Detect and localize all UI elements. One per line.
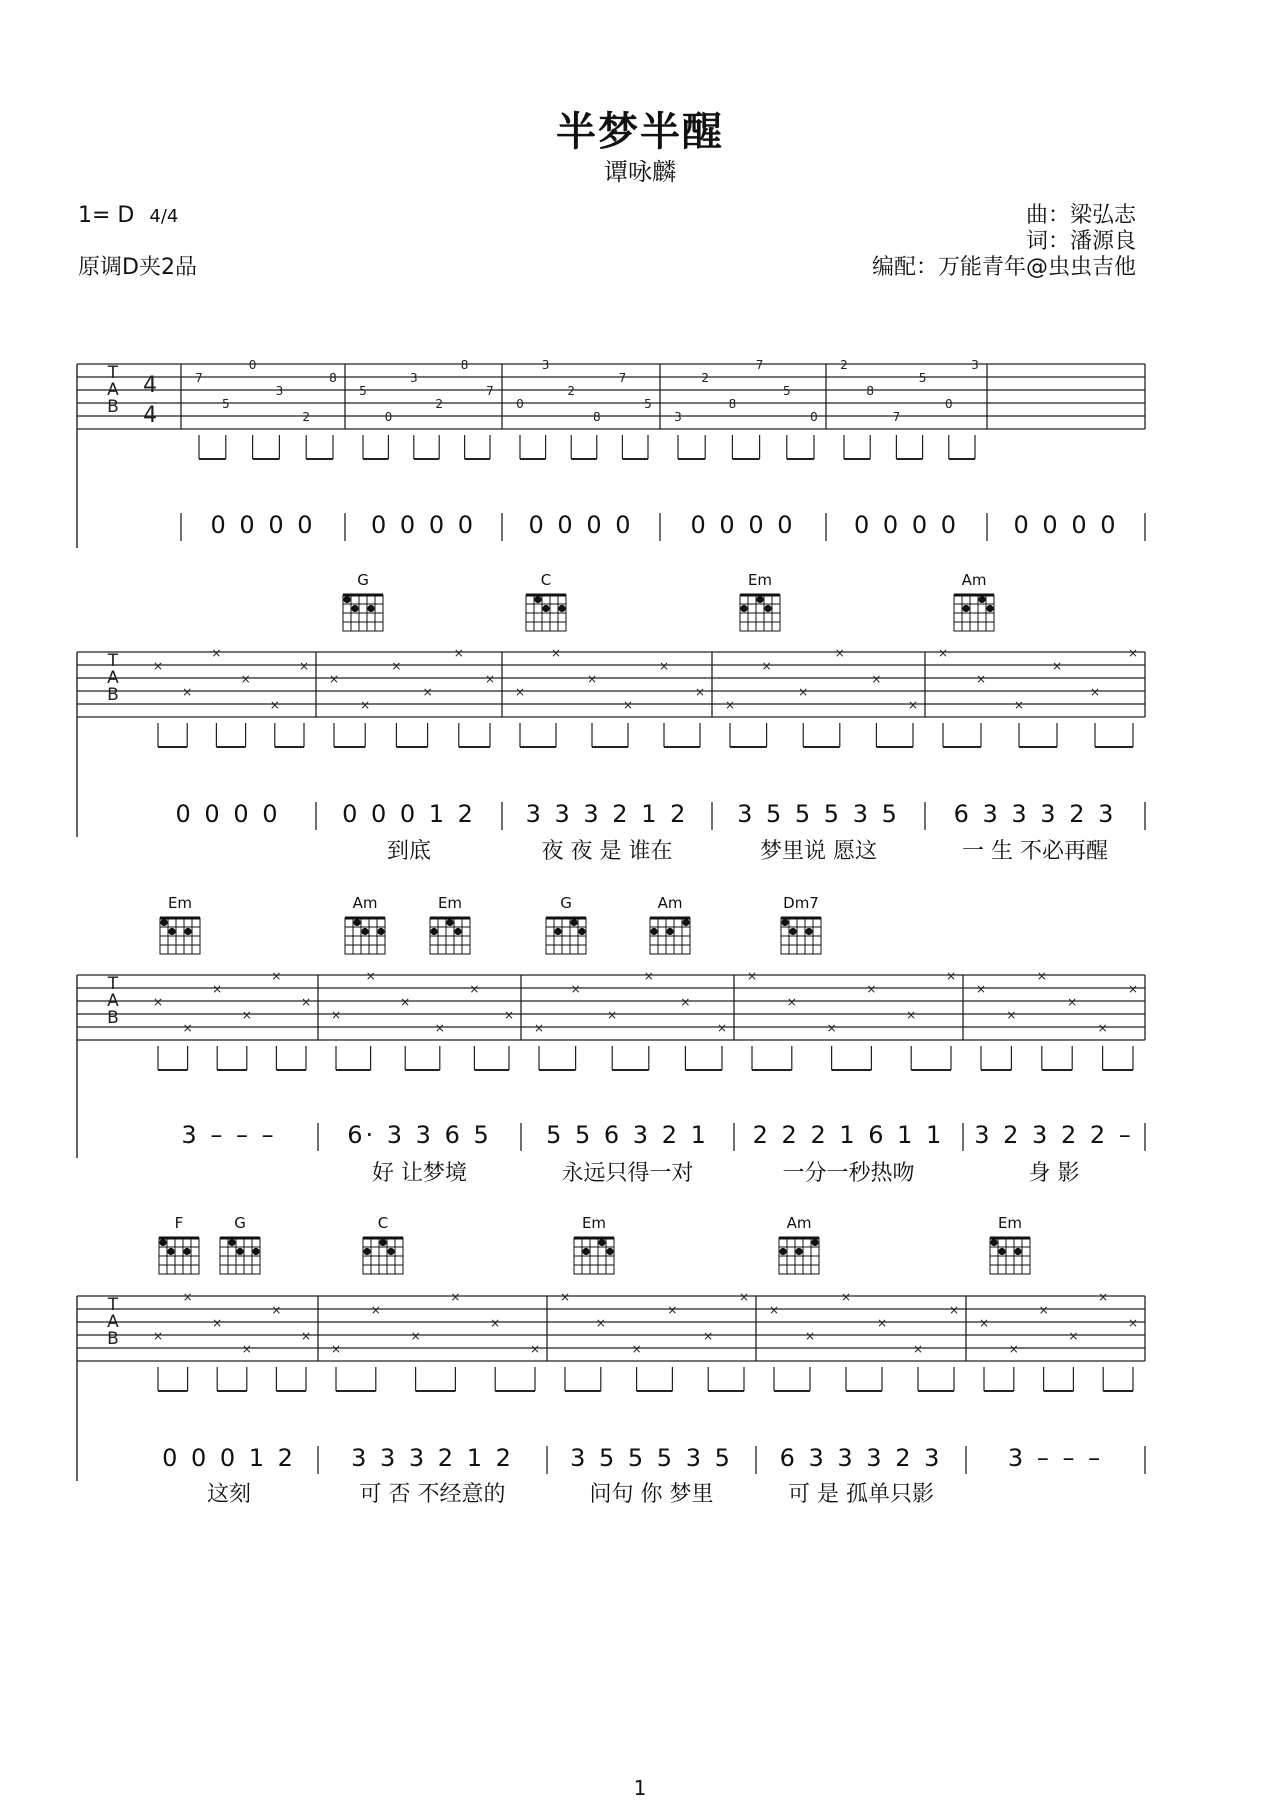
jianpu-measure-notes: 6· 3 3 6 5 xyxy=(347,1121,492,1149)
tab-fret-mark: 5 xyxy=(221,397,230,411)
tab-clef-letter: A xyxy=(107,668,119,688)
tab-fret-mark: 2 xyxy=(567,384,576,398)
tab-fret-mark: × xyxy=(948,1303,960,1317)
tab-fret-mark: × xyxy=(182,1290,193,1304)
tab-fret-mark: × xyxy=(586,672,598,686)
tab-fret-mark: × xyxy=(152,659,164,673)
tab-fret-mark: 2 xyxy=(302,410,311,424)
tab-fret-mark: × xyxy=(240,672,251,686)
chord-name: C xyxy=(540,571,552,589)
chord-finger-dot xyxy=(650,928,657,935)
tab-fret-mark: 2 xyxy=(435,397,444,411)
tab-fret-mark: × xyxy=(400,995,411,1009)
tab-fret-mark: × xyxy=(559,1290,571,1304)
tab-fret-mark: × xyxy=(365,969,376,983)
chord-finger-dot xyxy=(454,928,461,935)
page-number: 1 xyxy=(633,1776,647,1800)
jianpu-measure-notes: 0 0 0 1 2 xyxy=(162,1444,296,1472)
chord-finger-dot xyxy=(159,1239,166,1246)
chord-finger-dot xyxy=(682,919,689,926)
chord-diagram-am xyxy=(779,1214,819,1274)
tab-fret-mark: × xyxy=(241,1342,252,1356)
chord-finger-dot xyxy=(236,1248,243,1255)
chord-diagram-em xyxy=(574,1214,614,1274)
chord-diagram-em xyxy=(160,894,200,954)
chord-finger-dot xyxy=(570,919,577,926)
tab-fret-mark: × xyxy=(631,1342,642,1356)
jianpu-measure-notes: 0 0 0 0 xyxy=(528,511,634,539)
chord-finger-dot xyxy=(542,605,549,612)
chord-finger-dot xyxy=(430,928,437,935)
tab-fret-mark: × xyxy=(826,1021,837,1035)
jianpu-measure-notes: 0 0 0 0 xyxy=(371,511,476,539)
tab-fret-mark: × xyxy=(768,1303,780,1317)
chord-finger-dot xyxy=(598,1239,605,1246)
chord-name: Em xyxy=(747,571,773,589)
tab-fret-mark: 8 xyxy=(329,371,337,385)
tab-fret-mark: 3 xyxy=(674,410,682,424)
chord-finger-dot xyxy=(367,605,374,612)
tab-clef-letter: A xyxy=(107,380,119,400)
chord-finger-dot xyxy=(184,928,191,935)
chord-diagram-g xyxy=(546,894,586,954)
tab-fret-mark: 3 xyxy=(275,384,284,398)
tab-fret-mark: × xyxy=(804,1329,816,1343)
chord-finger-dot xyxy=(962,605,969,612)
tab-clef-letter: B xyxy=(107,397,119,417)
tab-clef-letter: B xyxy=(107,1329,119,1349)
lyric-line: 问句 你 梦里 xyxy=(589,1482,714,1507)
tab-fret-mark: × xyxy=(978,1316,990,1330)
chord-diagram-g xyxy=(220,1214,260,1274)
time-signature xyxy=(149,205,179,227)
chord-finger-dot xyxy=(795,1248,802,1255)
tab-fret-mark: × xyxy=(871,672,882,686)
chord-finger-dot xyxy=(990,1239,997,1246)
chord-finger-dot xyxy=(168,928,175,935)
chord-finger-dot xyxy=(554,928,561,935)
tab-fret-mark: 3 xyxy=(409,371,418,385)
tab-fret-mark: × xyxy=(622,698,634,712)
tab-fret-mark: × xyxy=(298,659,310,673)
chord-name: Dm7 xyxy=(783,894,819,912)
tab-fret-mark: × xyxy=(906,1008,917,1022)
chord-finger-dot xyxy=(756,596,763,603)
chord-diagram-em xyxy=(430,894,470,954)
tab-fret-mark: × xyxy=(786,995,797,1009)
tab-fret-mark: × xyxy=(738,1290,750,1304)
tab-fret-mark: × xyxy=(514,685,526,699)
chord-finger-dot xyxy=(666,928,673,935)
tab-fret-mark: × xyxy=(211,646,222,660)
chord-finger-dot xyxy=(387,1248,394,1255)
tab-fret-mark: 0 xyxy=(944,397,953,411)
tab-fret-mark: 3 xyxy=(971,358,979,372)
tab-fret-mark: 5 xyxy=(918,371,927,385)
chord-diagram-am xyxy=(345,894,385,954)
chord-name: Am xyxy=(657,894,683,912)
tab-fret-mark: × xyxy=(570,982,581,996)
tab-fret-mark: 5 xyxy=(359,384,367,398)
lyric-line: 身 影 xyxy=(1028,1161,1080,1186)
tab-fret-mark: 7 xyxy=(892,410,901,424)
tab-fret-mark: × xyxy=(1051,659,1063,673)
jianpu-measure-notes: 5 5 6 3 2 1 xyxy=(546,1121,709,1149)
jianpu-measure-notes: 0 0 0 0 xyxy=(175,800,281,828)
tab-fret-mark: × xyxy=(152,1329,164,1343)
tab-clef-letter: T xyxy=(107,1295,119,1315)
tab-fret-mark: × xyxy=(182,1021,193,1035)
tab-fret-mark: 0 xyxy=(384,410,393,424)
lyric-line: 一 生 不必再醒 xyxy=(962,839,1108,864)
chord-name: Em xyxy=(997,1214,1023,1232)
chord-finger-dot xyxy=(805,928,812,935)
chord-name: F xyxy=(174,1214,184,1232)
tab-clef-letter: B xyxy=(107,685,119,705)
chord-finger-dot xyxy=(167,1248,174,1255)
tab-fret-mark: × xyxy=(703,1329,714,1343)
tab-fret-mark: × xyxy=(330,1008,342,1022)
tab-fret-mark: × xyxy=(667,1303,678,1317)
capo-note: 原调D夹2品 xyxy=(78,255,197,280)
tab-clef-letter: A xyxy=(107,991,119,1011)
song-artist: 谭咏麟 xyxy=(604,158,676,186)
tab-fret-mark: × xyxy=(975,982,987,996)
lyric-line: 可 是 孤单只影 xyxy=(788,1482,934,1507)
tab-clef-letter: B xyxy=(107,1008,119,1028)
tab-fret-mark: 3 xyxy=(541,358,550,372)
tab-fret-mark: × xyxy=(328,672,340,686)
chord-finger-dot xyxy=(811,1239,818,1246)
tab-clef-letter: T xyxy=(107,651,119,671)
tab-fret-mark: × xyxy=(1038,1303,1049,1317)
chord-finger-dot xyxy=(446,919,453,926)
tab-fret-mark: 2 xyxy=(840,358,848,372)
tab-fret-mark: 8 xyxy=(728,397,737,411)
tab-fret-mark: 7 xyxy=(755,358,764,372)
chord-finger-dot xyxy=(578,928,585,935)
lyric-line: 永远只得一对 xyxy=(561,1161,694,1186)
tab-fret-mark: × xyxy=(271,969,282,983)
tab-fret-mark: × xyxy=(241,1008,252,1022)
tab-fret-mark: × xyxy=(1089,685,1101,699)
tab-clef-letter: T xyxy=(107,974,119,994)
chord-finger-dot xyxy=(558,605,565,612)
tab-fret-mark: × xyxy=(533,1021,545,1035)
chord-finger-dot xyxy=(781,919,788,926)
jianpu-measure-notes: 0 0 0 0 xyxy=(690,511,796,539)
tab-fret-mark: × xyxy=(716,1021,728,1035)
tab-fret-mark: × xyxy=(1097,1021,1108,1035)
jianpu-measure-notes: 6 3 3 3 2 3 xyxy=(779,1444,943,1472)
chord-name: Em xyxy=(581,1214,607,1232)
composer-credit: 曲：梁弘志 xyxy=(1025,203,1136,228)
tab-time-signature-digit: 4 xyxy=(143,403,157,428)
chord-name: C xyxy=(377,1214,389,1232)
chord-finger-dot xyxy=(351,605,358,612)
lyric-line: 这刻 xyxy=(206,1482,252,1507)
tab-clef-letter: T xyxy=(107,363,119,383)
tab-fret-mark: × xyxy=(945,969,957,983)
tab-fret-mark: × xyxy=(300,995,312,1009)
chord-finger-dot xyxy=(228,1239,235,1246)
tab-fret-mark: × xyxy=(724,698,736,712)
arranger-credit: 编配：万能青年@虫虫吉他 xyxy=(871,255,1136,280)
chord-finger-dot xyxy=(379,1239,386,1246)
chord-diagram-c xyxy=(363,1214,403,1274)
system-2 xyxy=(77,571,1145,864)
chord-finger-dot xyxy=(534,596,541,603)
chord-name: Am xyxy=(961,571,987,589)
tab-fret-mark: × xyxy=(1098,1290,1109,1304)
tab-fret-mark: × xyxy=(503,1008,515,1022)
tab-fret-mark: 5 xyxy=(782,384,791,398)
tab-fret-mark: × xyxy=(484,672,496,686)
tab-fret-mark: × xyxy=(746,969,758,983)
tab-fret-mark: 0 xyxy=(810,410,818,424)
tab-fret-mark: × xyxy=(410,1329,421,1343)
lyricist-credit: 词：潘源良 xyxy=(1025,229,1136,254)
tab-fret-mark: × xyxy=(469,982,480,996)
tab-fret-mark: × xyxy=(798,685,809,699)
jianpu-measure-notes: 6 3 3 3 2 3 xyxy=(953,800,1117,828)
tab-fret-mark: × xyxy=(1127,1316,1139,1330)
jianpu-measure-notes: 3 3 3 2 1 2 xyxy=(351,1444,514,1472)
chord-diagram-am xyxy=(650,894,690,954)
time-signature-value: 4/4 xyxy=(149,205,179,227)
jianpu-measure-notes: 3 3 3 2 1 2 xyxy=(525,800,689,828)
tab-fret-mark: × xyxy=(607,1008,618,1022)
tab-fret-mark: × xyxy=(434,1021,445,1035)
tab-fret-mark: × xyxy=(643,969,654,983)
chord-name: G xyxy=(357,571,369,589)
tab-fret-mark: × xyxy=(694,685,706,699)
chord-finger-dot xyxy=(764,605,771,612)
jianpu-measure-notes: 3 2 3 2 2 – xyxy=(974,1121,1134,1149)
chord-finger-dot xyxy=(363,1248,370,1255)
system-1 xyxy=(77,358,1145,548)
tab-fret-mark: × xyxy=(834,646,845,660)
tab-fret-mark: 7 xyxy=(195,371,203,385)
tab-fret-mark: × xyxy=(360,698,371,712)
tab-fret-mark: × xyxy=(300,1329,312,1343)
tab-fret-mark: × xyxy=(595,1316,606,1330)
chord-finger-dot xyxy=(377,928,384,935)
system-4 xyxy=(77,1214,1145,1507)
chord-finger-dot xyxy=(740,605,747,612)
tab-fret-mark: 5 xyxy=(644,397,652,411)
chord-finger-dot xyxy=(606,1248,613,1255)
chord-finger-dot xyxy=(998,1248,1005,1255)
tab-fret-mark: 7 xyxy=(618,371,627,385)
chord-finger-dot xyxy=(779,1248,786,1255)
tab-fret-mark: × xyxy=(422,685,433,699)
lyric-line: 梦里说 愿这 xyxy=(760,839,877,864)
chord-diagram-am xyxy=(954,571,994,631)
jianpu-measure-notes: 0 0 0 0 xyxy=(854,511,959,539)
chord-finger-dot xyxy=(1014,1248,1021,1255)
lyric-line: 好 让梦境 xyxy=(372,1161,467,1186)
jianpu-measure-notes: 0 0 0 0 xyxy=(1013,511,1119,539)
tab-fret-mark: × xyxy=(1127,646,1139,660)
tab-fret-mark: × xyxy=(391,659,402,673)
tab-fret-mark: 8 xyxy=(592,410,601,424)
tab-fret-mark: × xyxy=(1068,1329,1079,1343)
tab-fret-mark: × xyxy=(912,1342,924,1356)
chord-name: Am xyxy=(786,1214,812,1232)
tab-fret-mark: × xyxy=(1036,969,1047,983)
tab-fret-mark: × xyxy=(370,1303,381,1317)
tab-fret-mark: × xyxy=(450,1290,461,1304)
tab-clef-letter: A xyxy=(107,1312,119,1332)
tab-fret-mark: × xyxy=(761,659,772,673)
tab-fret-mark: × xyxy=(1008,1342,1019,1356)
tab-fret-mark: × xyxy=(876,1316,888,1330)
tab-fret-mark: × xyxy=(1013,698,1025,712)
tab-fret-mark: × xyxy=(658,659,670,673)
tab-fret-mark: × xyxy=(529,1342,541,1356)
chord-diagram-c xyxy=(526,571,566,631)
chord-finger-dot xyxy=(582,1248,589,1255)
tab-fret-mark: × xyxy=(1006,1008,1017,1022)
chord-name: Am xyxy=(352,894,378,912)
tab-fret-mark: × xyxy=(680,995,691,1009)
chord-diagram-dm7 xyxy=(781,894,821,954)
tab-fret-mark: 7 xyxy=(486,384,494,398)
lyric-line: 可 否 不经意的 xyxy=(359,1482,506,1507)
chord-diagram-em xyxy=(990,1214,1030,1274)
chord-diagram-g xyxy=(343,571,383,631)
tab-fret-mark: × xyxy=(269,698,280,712)
jianpu-measure-notes: 3 5 5 5 3 5 xyxy=(570,1444,733,1472)
tab-fret-mark: × xyxy=(907,698,919,712)
chord-finger-dot xyxy=(252,1248,259,1255)
tab-fret-mark: × xyxy=(1067,995,1078,1009)
jianpu-measure-notes: 3 – – – xyxy=(181,1121,277,1149)
tab-fret-mark: 0 xyxy=(516,397,524,411)
tab-fret-mark: × xyxy=(490,1316,501,1330)
tab-fret-mark: × xyxy=(453,646,464,660)
tab-fret-mark: × xyxy=(152,995,164,1009)
chord-finger-dot xyxy=(183,1248,190,1255)
tab-fret-mark: × xyxy=(937,646,949,660)
tab-fret-mark: × xyxy=(212,982,223,996)
tab-fret-mark: × xyxy=(550,646,562,660)
tab-fret-mark: × xyxy=(975,672,987,686)
system-3 xyxy=(77,894,1145,1186)
tab-fret-mark: × xyxy=(866,982,877,996)
jianpu-measure-notes: 2 2 2 1 6 1 1 xyxy=(752,1121,945,1149)
song-title: 半梦半醒 xyxy=(556,109,724,155)
chord-name: Em xyxy=(437,894,463,912)
tab-fret-mark: 2 xyxy=(701,371,710,385)
chord-finger-dot xyxy=(353,919,360,926)
chord-diagram-em xyxy=(740,571,780,631)
tab-fret-mark: × xyxy=(840,1290,852,1304)
tab-fret-mark: 0 xyxy=(248,358,257,372)
chord-finger-dot xyxy=(343,596,350,603)
key-label: 1= D xyxy=(78,203,135,228)
chord-diagram-f xyxy=(159,1214,199,1274)
tab-fret-mark: × xyxy=(330,1342,342,1356)
tab-fret-mark: × xyxy=(212,1316,223,1330)
tab-fret-mark: × xyxy=(1127,982,1139,996)
chord-name: G xyxy=(234,1214,246,1232)
tab-fret-mark: × xyxy=(182,685,193,699)
chord-finger-dot xyxy=(361,928,368,935)
chord-finger-dot xyxy=(986,605,993,612)
tab-fret-mark: 8 xyxy=(866,384,875,398)
lyric-line: 一分一秒热吻 xyxy=(782,1161,915,1186)
key-signature xyxy=(78,203,179,228)
chord-finger-dot xyxy=(789,928,796,935)
chord-finger-dot xyxy=(978,596,985,603)
jianpu-measure-notes: 0 0 0 0 xyxy=(210,511,316,539)
chord-name: G xyxy=(560,894,572,912)
jianpu-measure-notes: 0 0 0 1 2 xyxy=(342,800,476,828)
tab-fret-mark: × xyxy=(271,1303,282,1317)
tab-time-signature-digit: 4 xyxy=(143,373,157,398)
lyric-line: 夜 夜 是 谁在 xyxy=(541,839,673,864)
jianpu-measure-notes: 3 5 5 5 3 5 xyxy=(737,800,900,828)
lyric-line: 到底 xyxy=(386,839,432,864)
chord-name: Em xyxy=(167,894,193,912)
tab-fret-mark: 8 xyxy=(460,358,469,372)
chord-finger-dot xyxy=(160,919,167,926)
jianpu-measure-notes: 3 – – – xyxy=(1007,1444,1104,1472)
